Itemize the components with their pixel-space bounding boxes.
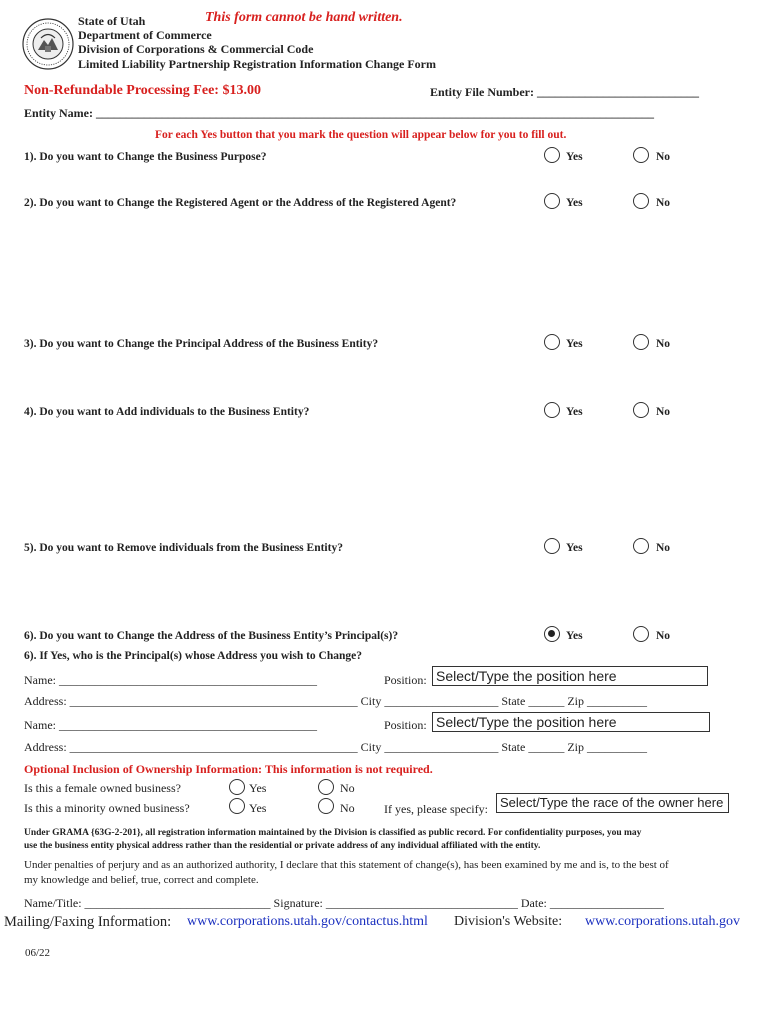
- question-4-no-label: No: [656, 406, 671, 418]
- state-seal-logo: [22, 18, 74, 70]
- race-specify-label: If yes, please specify:: [384, 802, 488, 816]
- minority-yes-label: Yes: [249, 801, 267, 815]
- question-2-text: 2). Do you want to Change the Registered Agent or the Address of the Registered Agent?: [24, 197, 457, 209]
- question-2-no-radio[interactable]: [633, 193, 649, 209]
- principal-1-name-field[interactable]: Name: ___________________________________________: [24, 673, 317, 687]
- question-4-yes-label: Yes: [566, 406, 583, 418]
- signature-line[interactable]: Name/Title: _______________________________ Signature: ________________________________ Date: ___________________: [24, 896, 664, 910]
- question-3-text: 3). Do you want to Change the Principal Address of the Business Entity?: [24, 338, 379, 350]
- minority-owned-question: Is this a minority owned business?: [24, 801, 190, 815]
- female-no-label: No: [340, 781, 355, 795]
- website-label: Division's Website:: [454, 914, 563, 929]
- question-6-yes-label: Yes: [566, 630, 583, 642]
- female-owned-question: Is this a female owned business?: [24, 781, 181, 795]
- minority-no-label: No: [340, 801, 355, 815]
- principal-1-position-select[interactable]: Select/Type the position here: [432, 666, 708, 686]
- question-5-yes-radio[interactable]: [544, 538, 560, 554]
- question-1-yes-label: Yes: [566, 151, 583, 163]
- race-specify-select[interactable]: Select/Type the race of the owner here: [496, 793, 729, 813]
- perjury-statement-line1: Under penalties of perjury and as an authorized authority, I declare that this statement of change(s), has been examined by me and is, to the best of: [24, 859, 669, 871]
- question-6-no-label: No: [656, 630, 671, 642]
- question-6-text: 6). Do you want to Change the Address of the Business Entity’s Principal(s)?: [24, 630, 399, 642]
- question-5-no-label: No: [656, 542, 671, 554]
- entity-name-field[interactable]: Entity Name: _____________________________________________________________________________________________: [24, 106, 654, 120]
- question-1-no-radio[interactable]: [633, 147, 649, 163]
- question-4-text: 4). Do you want to Add individuals to the Business Entity?: [24, 406, 310, 418]
- principal-1-address-field[interactable]: Address: ________________________________________________ City ___________________ State ______ Zip __________: [24, 694, 647, 708]
- header-department: Department of Commerce: [78, 28, 212, 42]
- principal-1-position-label: Position:: [384, 673, 427, 687]
- question-4-yes-radio[interactable]: [544, 402, 560, 418]
- principal-2-name-field[interactable]: Name: ___________________________________________: [24, 718, 317, 732]
- question-6-yes-radio[interactable]: [544, 626, 560, 642]
- female-owned-yes-radio[interactable]: [229, 779, 245, 795]
- contact-link[interactable]: www.corporations.utah.gov/contactus.html: [187, 914, 428, 929]
- question-1-no-label: No: [656, 151, 671, 163]
- question-1-yes-radio[interactable]: [544, 147, 560, 163]
- form-title: Limited Liability Partnership Registration Information Change Form: [78, 57, 436, 71]
- grama-notice-line1: Under GRAMA {63G-2-201}, all registration information maintained by the Division is classified as public record. For confidentiality purposes, you may: [24, 828, 642, 838]
- question-5-text: 5). Do you want to Remove individuals from the Business Entity?: [24, 542, 343, 554]
- grama-notice-line2: use the business entity physical address rather than the residential or private address of any individual affiliated with the entity.: [24, 841, 541, 851]
- question-2-yes-radio[interactable]: [544, 193, 560, 209]
- entity-file-number-field[interactable]: Entity File Number: ___________________________: [430, 85, 699, 99]
- question-6-no-radio[interactable]: [633, 626, 649, 642]
- female-owned-no-radio[interactable]: [318, 779, 334, 795]
- q6-followup-label: 6). If Yes, who is the Principal(s) whose Address you wish to Change?: [24, 650, 363, 662]
- minority-owned-no-radio[interactable]: [318, 798, 334, 814]
- question-2-yes-label: Yes: [566, 197, 583, 209]
- processing-fee: Non-Refundable Processing Fee: $13.00: [24, 83, 261, 98]
- question-5-no-radio[interactable]: [633, 538, 649, 554]
- website-link[interactable]: www.corporations.utah.gov: [585, 914, 741, 929]
- form-version: 06/22: [25, 947, 51, 959]
- question-3-yes-label: Yes: [566, 338, 583, 350]
- question-5-yes-label: Yes: [566, 542, 583, 554]
- question-4-no-radio[interactable]: [633, 402, 649, 418]
- question-3-yes-radio[interactable]: [544, 334, 560, 350]
- minority-owned-yes-radio[interactable]: [229, 798, 245, 814]
- ownership-heading: Optional Inclusion of Ownership Information: This information is not required.: [24, 762, 433, 776]
- question-3-no-label: No: [656, 338, 671, 350]
- question-2-no-label: No: [656, 197, 671, 209]
- principal-2-address-field[interactable]: Address: ________________________________________________ City ___________________ State ______ Zip __________: [24, 740, 647, 754]
- principal-2-position-label: Position:: [384, 718, 427, 732]
- mailing-info-label: Mailing/Faxing Information:: [4, 914, 172, 930]
- handwritten-warning: This form cannot be hand written.: [205, 10, 403, 25]
- header-state: State of Utah: [78, 14, 146, 28]
- question-3-no-radio[interactable]: [633, 334, 649, 350]
- yes-instruction: For each Yes button that you mark the question will appear below for you to fill out.: [155, 129, 567, 141]
- perjury-statement-line2: my knowledge and belief, true, correct and complete.: [24, 874, 259, 886]
- header-division: Division of Corporations & Commercial Code: [78, 42, 314, 56]
- principal-2-position-select[interactable]: Select/Type the position here: [432, 712, 710, 732]
- question-1-text: 1). Do you want to Change the Business Purpose?: [24, 151, 267, 163]
- female-yes-label: Yes: [249, 781, 267, 795]
